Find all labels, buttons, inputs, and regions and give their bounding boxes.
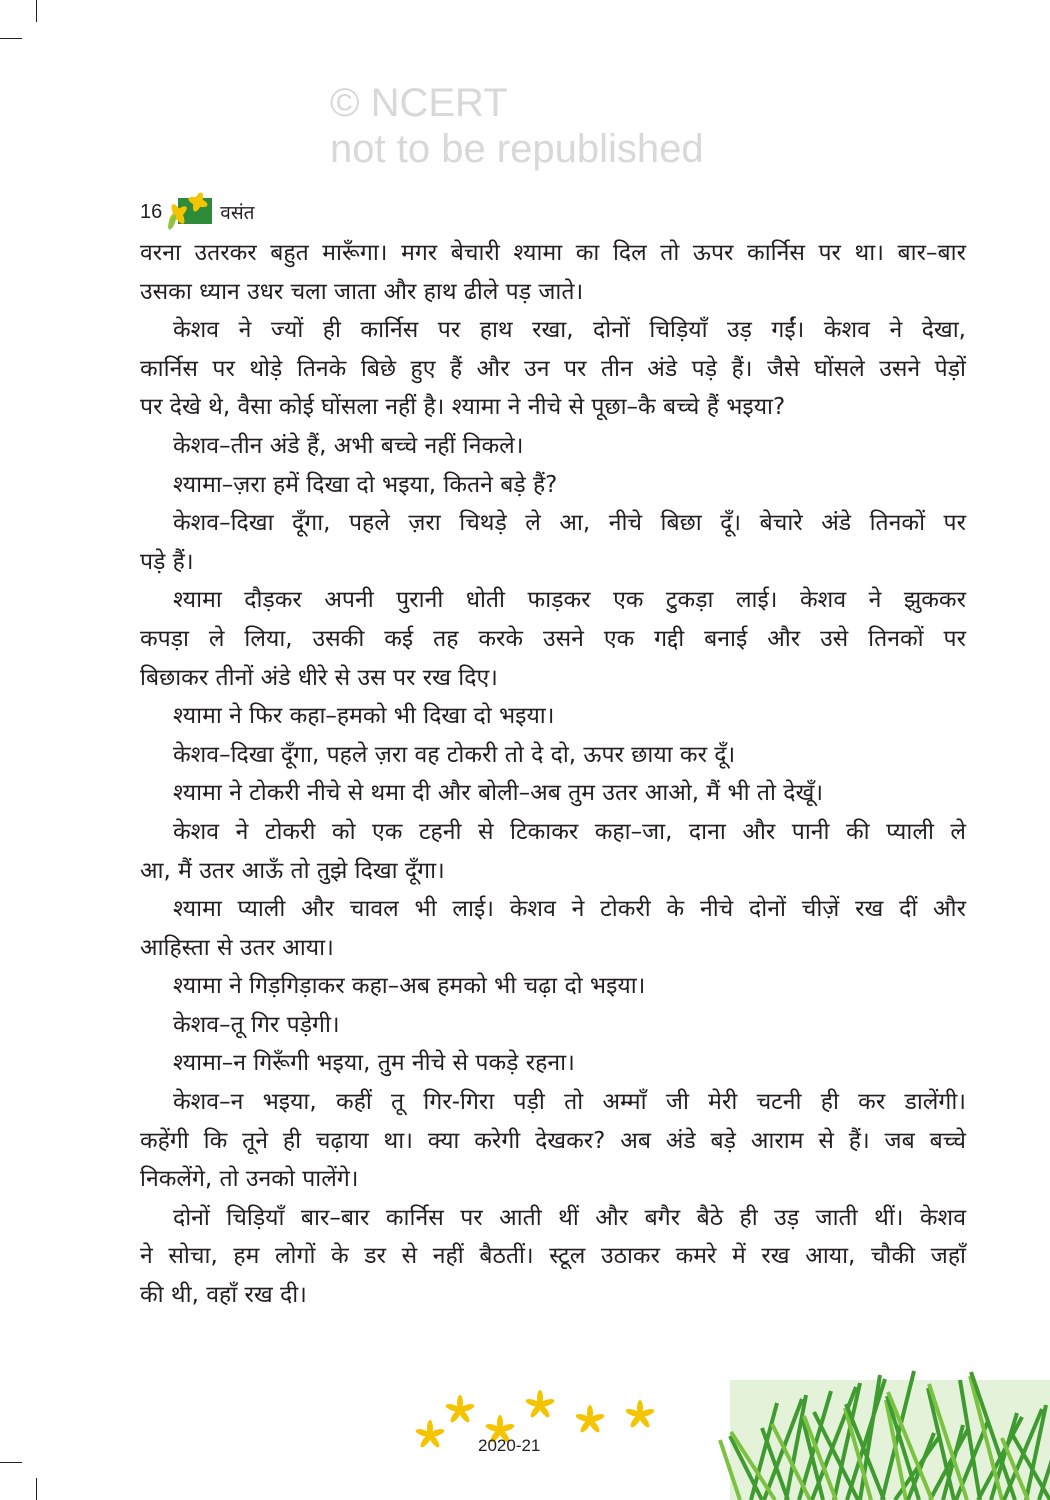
page-number: 16 <box>140 200 163 223</box>
text-line: आहिस्ता से उतर आया। <box>140 934 334 961</box>
text-line: निकलेंगे, तो उनको पालेंगे। <box>140 1166 359 1193</box>
paragraph <box>140 466 966 505</box>
paragraph <box>140 1044 966 1083</box>
crop-mark <box>36 1478 37 1500</box>
text-line: कार्निस पर थोड़े तिनके बिछे हुए हैं और उन पर तीन अंडे पड़े हैं। जैसे घोंसले उसने पेड़ों <box>140 355 966 382</box>
paragraph <box>140 736 966 775</box>
text-line: केशव–तीन अंडे हैं, अभी बच्चे नहीं निकले। <box>173 432 524 459</box>
crop-mark <box>36 0 37 22</box>
paragraph <box>140 813 966 890</box>
text-line: ने सोचा, हम लोगों के डर से नहीं बैठतीं। स्टूल उठाकर कमरे में रख आया, चौकी जहाँ <box>140 1243 966 1270</box>
text-line: श्यामा दौड़कर अपनी पुरानी धोती फाड़कर एक टुकड़ा लाई। केशव ने झुककर <box>173 587 966 614</box>
text-line: पर देखे थे, वैसा कोई घोंसला नहीं है। श्यामा ने नीचे से पूछा–कै बच्चे हैं भइया? <box>140 394 786 421</box>
paragraph <box>140 774 966 813</box>
text-line: श्यामा प्याली और चावल भी लाई। केशव ने टोकरी के नीचे दोनों चीज़ें रख दीं और <box>173 896 966 923</box>
crop-mark <box>0 1462 22 1463</box>
story-text <box>140 234 966 1315</box>
text-line: श्यामा ने फिर कहा–हमको भी दिखा दो भइया। <box>173 703 555 730</box>
paragraph <box>140 1199 966 1315</box>
paragraph <box>140 890 966 967</box>
text-line: वरना उतरकर बहुत मारूँगा। मगर बेचारी श्यामा का दिल तो ऊपर कार्निस पर था। बार–बार <box>140 240 966 266</box>
crop-mark <box>0 38 22 39</box>
paragraph <box>140 1006 966 1045</box>
flower-logo-icon <box>164 192 216 232</box>
text-line: केशव–दिखा दूँगा, पहले ज़रा चिथड़े ले आ, नीचे बिछा दूँ। बेचारे अंडे तिनकों पर <box>173 510 966 537</box>
text-line: उसका ध्यान उधर चला जाता और हाथ ढीले पड़ जाते। <box>140 278 584 305</box>
watermark-line: © NCERT <box>330 81 508 125</box>
text-line: श्यामा–न गिरूँगी भइया, तुम नीचे से पकड़े रहना। <box>173 1050 575 1077</box>
watermark <box>330 80 704 172</box>
text-line: केशव ने टोकरी को एक टहनी से टिकाकर कहा–जा, दाना और पानी की प्याली ले <box>173 818 966 845</box>
paragraph <box>140 311 966 427</box>
watermark-line: not to be republished <box>330 127 704 171</box>
text-line: कपड़ा ले लिया, उसकी कई तह करके उसने एक गद्दी बनाई और उसे तिनकों पर <box>140 625 966 652</box>
text-line: श्यामा ने गिड़गिड़ाकर कहा–अब हमको भी चढ़ा दो भइया। <box>173 973 646 1000</box>
page-header <box>140 192 255 232</box>
text-line: श्यामा–ज़रा हमें दिखा दो भइया, कितने बड़े हैं? <box>173 471 558 498</box>
text-line: बिछाकर तीनों अंडे धीरे से उस पर रख दिए। <box>140 664 498 691</box>
text-line: केशव–दिखा दूँगा, पहले ज़रा वह टोकरी तो दे दो, ऊपर छाया कर दूँ। <box>173 741 736 768</box>
text-line: श्यामा ने टोकरी नीचे से थमा दी और बोली–अब तुम उतर आओ, मैं भी तो देखूँ। <box>173 780 824 807</box>
text-line: केशव–न भइया, कहीं तू गिर-गिरा पड़ी तो अम्माँ जी मेरी चटनी ही कर डालेंगी। <box>173 1089 966 1116</box>
text-line: की थी, वहाँ रख दी। <box>140 1282 307 1309</box>
book-title: वसंत <box>220 202 255 224</box>
paragraph <box>140 967 966 1006</box>
paragraph <box>140 234 966 311</box>
text-line: कहेंगी कि तूने ही चढ़ाया था। क्या करेगी देखकर? अब अंडे बड़े आराम से हैं। जब बच्चे <box>140 1127 966 1154</box>
paragraph <box>140 427 966 466</box>
year-footer: 2020-21 <box>478 1436 541 1455</box>
text-line: केशव ने ज्यों ही कार्निस पर हाथ रखा, दोनों चिड़ियाँ उड़ गईं। केशव ने देखा, <box>173 317 966 344</box>
paragraph <box>140 504 966 581</box>
paragraph <box>140 581 966 697</box>
grass-flowers-decoration <box>400 1360 1050 1500</box>
text-line: दोनों चिड़ियाँ बार–बार कार्निस पर आती थीं और बगैर बैठे ही उड़ जाती थीं। केशव <box>173 1204 966 1231</box>
paragraph <box>140 697 966 736</box>
text-line: पड़े हैं। <box>140 548 194 575</box>
paragraph <box>140 1083 966 1199</box>
text-line: केशव–तू गिर पड़ेगी। <box>173 1011 340 1038</box>
text-line: आ, मैं उतर आऊँ तो तुझे दिखा दूँगा। <box>140 857 445 884</box>
